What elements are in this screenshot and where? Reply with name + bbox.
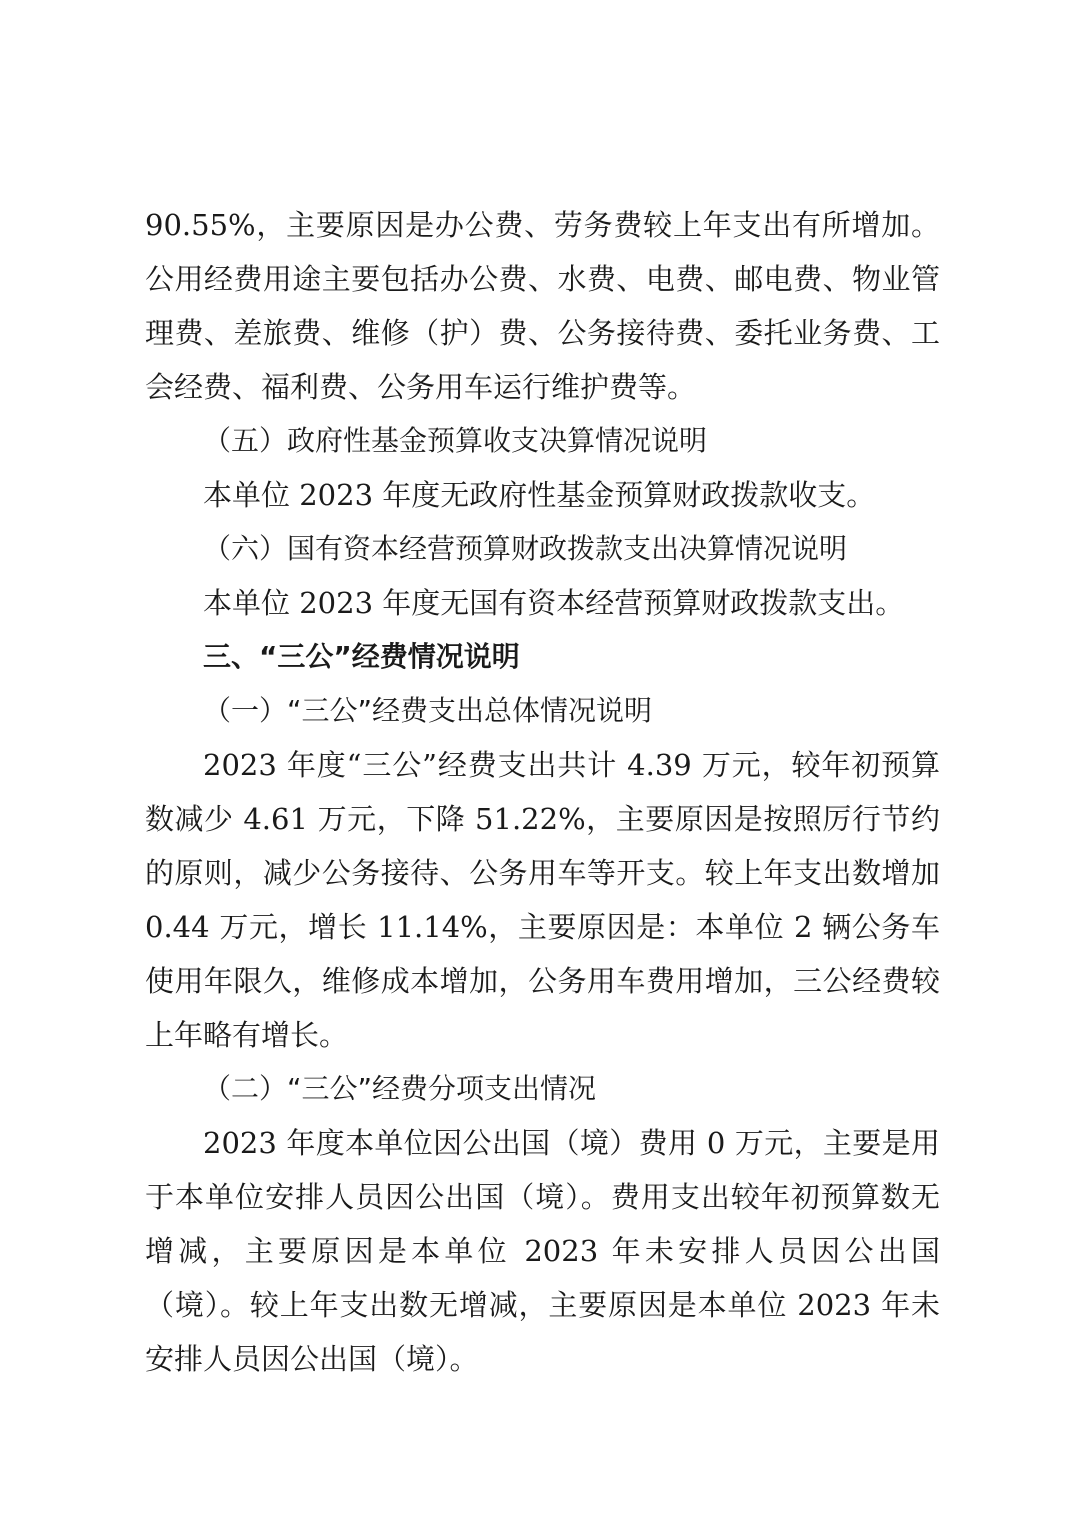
body-paragraph-overall: 2023 年度“三公”经费支出共计 4.39 万元，较年初预算数减少 4.61 万元，下降 51.22%，主要原因是按照厉行节约的原则，减少公务接待、公务用车等开支。较上年支出数增加 0.44 万元，增长 11.14%，主要原因是：本单位 2 辆公务车使用年限久，维修成本增加，公务用车费用增加，三公经费较上年略有增长。 — [145, 748, 940, 1052]
section-heading-three-public: 三、“三公”经费情况说明 — [203, 640, 520, 673]
sub-heading-state-capital: （六）国有资本经营预算财政拨款支出决算情况说明 — [203, 532, 848, 565]
sub-heading-government-fund: （五）政府性基金预算收支决算情况说明 — [203, 424, 708, 457]
body-paragraph-overseas-travel: 2023 年度本单位因公出国（境）费用 0 万元，主要是用于本单位安排人员因公出国（境）。费用支出较年初预算数无增减，主要原因是本单位 2023 年未安排人员因公出国（境）。较上年支出数无增减，主要原因是本单位 2023 年未安排人员因公出国（境）。 — [145, 1126, 940, 1376]
sub-heading-itemized: （二）“三公”经费分项支出情况 — [203, 1072, 597, 1105]
document-body — [145, 198, 940, 1386]
body-paragraph-government-fund: 本单位 2023 年度无政府性基金预算财政拨款收支。 — [203, 478, 876, 512]
body-paragraph-state-capital: 本单位 2023 年度无国有资本经营预算财政拨款支出。 — [203, 586, 905, 620]
body-paragraph-public-expense-usage: 90.55%，主要原因是办公费、劳务费较上年支出有所增加。公用经费用途主要包括办公费、水费、电费、邮电费、物业管理费、差旅费、维修（护）费、公务接待费、委托业务费、工会经费、福利费、公务用车运行维护费等。 — [145, 208, 940, 404]
sub-heading-overall: （一）“三公”经费支出总体情况说明 — [203, 694, 653, 727]
